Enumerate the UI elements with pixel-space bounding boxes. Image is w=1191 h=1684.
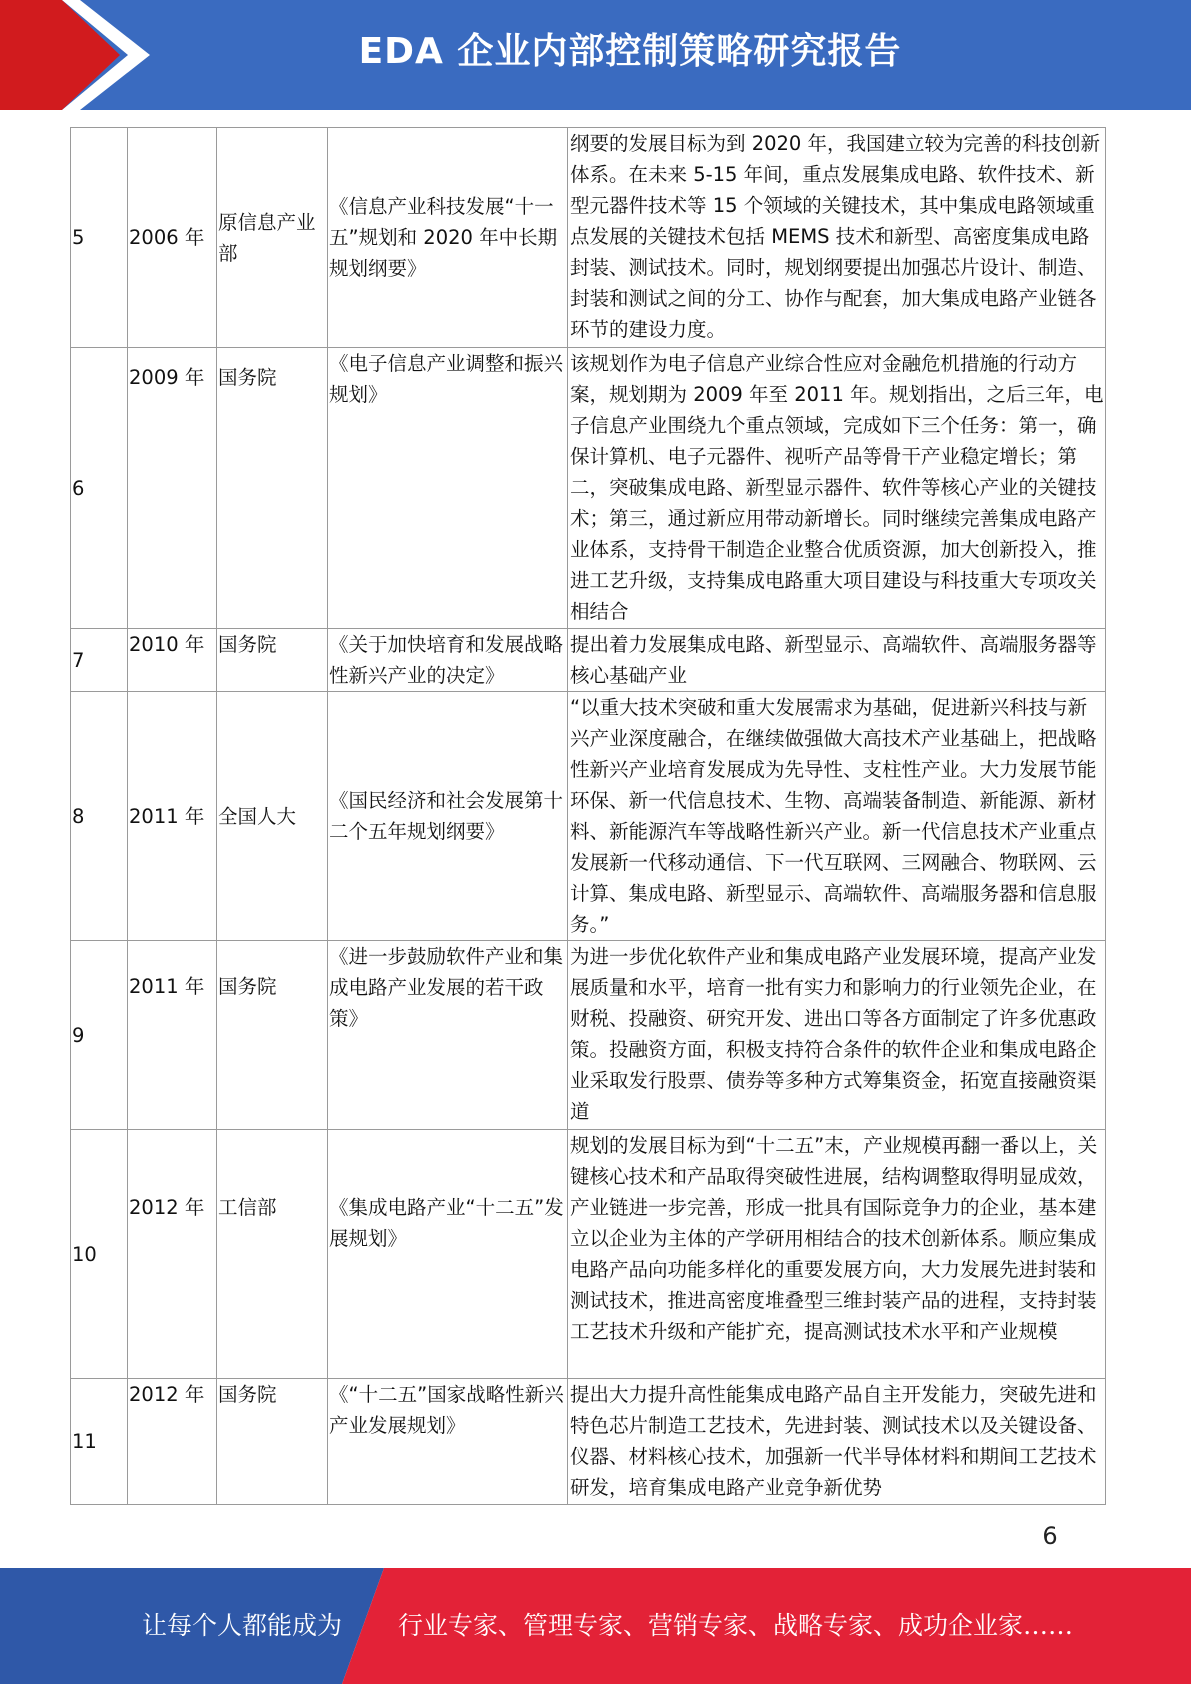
footer-slogan-right: 行业专家、管理专家、营销专家、战略专家、成功企业家…… xyxy=(398,1611,1074,1640)
row-description: 纲要的发展目标为到 2020 年，我国建立较为完善的科技创新体系。在未来 5-15 年间，重点发展集成电路、软件技术、新型元器件技术等 15 个领域的关键技术，其中集成电路领域重点发展的关键技术包括 MEMS 技术和新型、高密度集成电路封装、测试技术。同时，规划纲要提出加强芯片设计、制造、封装和测试之间的分工、协作与配套，加大集成电路产业链各环节的建设力度。 xyxy=(568,128,1106,348)
row-year: 2009 年 xyxy=(128,348,217,629)
row-document: 《“十二五”国家战略性新兴产业发展规划》 xyxy=(328,1379,568,1505)
table-row xyxy=(71,1130,1106,1379)
row-number: 5 xyxy=(71,128,128,348)
row-department: 全国人大 xyxy=(217,692,328,941)
row-description: 为进一步优化软件产业和集成电路产业发展环境，提高产业发展质量和水平，培育一批有实力和影响力的行业领先企业，在财税、投融资、研究开发、进出口等各方面制定了许多优惠政策。投融资方面，积极支持符合条件的软件企业和集成电路企业采取发行股票、债券等多种方式筹集资金，拓宽直接融资渠道 xyxy=(568,941,1106,1130)
row-year: 2011 年 xyxy=(128,941,217,1130)
row-document: 《关于加快培育和发展战略性新兴产业的决定》 xyxy=(328,629,568,692)
table-row xyxy=(71,629,1106,692)
row-document: 《国民经济和社会发展第十二个五年规划纲要》 xyxy=(328,692,568,941)
row-year: 2006 年 xyxy=(128,128,217,348)
policy-table xyxy=(70,127,1106,1505)
row-number: 11 xyxy=(71,1379,128,1505)
row-year: 2010 年 xyxy=(128,629,217,692)
row-document: 《信息产业科技发展“十一五”规划和 2020 年中长期规划纲要》 xyxy=(328,128,568,348)
table-row xyxy=(71,128,1106,348)
row-department: 国务院 xyxy=(217,348,328,629)
page-number: 6 xyxy=(1042,1522,1058,1550)
footer-slogan-left: 让每个人都能成为 xyxy=(142,1611,343,1640)
row-number: 8 xyxy=(71,692,128,941)
row-description: 该规划作为电子信息产业综合性应对金融危机措施的行动方案，规划期为 2009 年至 2011 年。规划指出，之后三年，电子信息产业围绕九个重点领域，完成如下三个任务：第一，确保计算机、电子元器件、视听产品等骨干产业稳定增长；第二，突破集成电路、新型显示器件、软件等核心产业的关键技术；第三，通过新应用带动新增长。同时继续完善集成电路产业体系，支持骨干制造企业整合优质资源，加大创新投入，推进工艺升级，支持集成电路重大项目建设与科技重大专项攻关相结合 xyxy=(568,348,1106,629)
row-department: 工信部 xyxy=(217,1130,328,1379)
row-number: 6 xyxy=(71,348,128,629)
row-year: 2011 年 xyxy=(128,692,217,941)
table-row xyxy=(71,941,1106,1130)
page-footer xyxy=(0,1568,1191,1684)
row-department: 原信息产业部 xyxy=(217,128,328,348)
row-description: 提出大力提升高性能集成电路产品自主开发能力，突破先进和特色芯片制造工艺技术，先进封装、测试技术以及关键设备、仪器、材料核心技术，加强新一代半导体材料和期间工艺技术研发，培育集成电路产业竞争新优势 xyxy=(568,1379,1106,1505)
table-row xyxy=(71,1379,1106,1505)
row-document: 《进一步鼓励软件产业和集成电路产业发展的若干政策》 xyxy=(328,941,568,1130)
row-department: 国务院 xyxy=(217,629,328,692)
row-number: 9 xyxy=(71,941,128,1130)
table-row xyxy=(71,348,1106,629)
row-number: 10 xyxy=(71,1130,128,1379)
row-document: 《集成电路产业“十二五”发展规划》 xyxy=(328,1130,568,1379)
table-row xyxy=(71,692,1106,941)
row-number: 7 xyxy=(71,629,128,692)
row-description: 规划的发展目标为到“十二五”末，产业规模再翻一番以上，关键核心技术和产品取得突破性进展，结构调整取得明显成效，产业链进一步完善，形成一批具有国际竞争力的企业，基本建立以企业为主体的产学研用相结合的技术创新体系。顺应集成电路产品向功能多样化的重要发展方向，大力发展先进封装和测试技术，推进高密度堆叠型三维封装产品的进程，支持封装工艺技术升级和产能扩充，提高测试技术水平和产业规模 xyxy=(568,1130,1106,1379)
row-description: 提出着力发展集成电路、新型显示、高端软件、高端服务器等核心基础产业 xyxy=(568,629,1106,692)
row-document: 《电子信息产业调整和振兴规划》 xyxy=(328,348,568,629)
row-year: 2012 年 xyxy=(128,1379,217,1505)
report-title: EDA 企业内部控制策略研究报告 xyxy=(358,31,902,72)
row-department: 国务院 xyxy=(217,1379,328,1505)
page-header xyxy=(0,0,1191,110)
row-department: 国务院 xyxy=(217,941,328,1130)
row-description: “以重大技术突破和重大发展需求为基础，促进新兴科技与新兴产业深度融合，在继续做强做大高技术产业基础上，把战略性新兴产业培育发展成为先导性、支柱性产业。大力发展节能环保、新一代信息技术、生物、高端装备制造、新能源、新材料、新能源汽车等战略性新兴产业。新一代信息技术产业重点发展新一代移动通信、下一代互联网、三网融合、物联网、云计算、集成电路、新型显示、高端软件、高端服务器和信息服务。” xyxy=(568,692,1106,941)
row-year: 2012 年 xyxy=(128,1130,217,1379)
